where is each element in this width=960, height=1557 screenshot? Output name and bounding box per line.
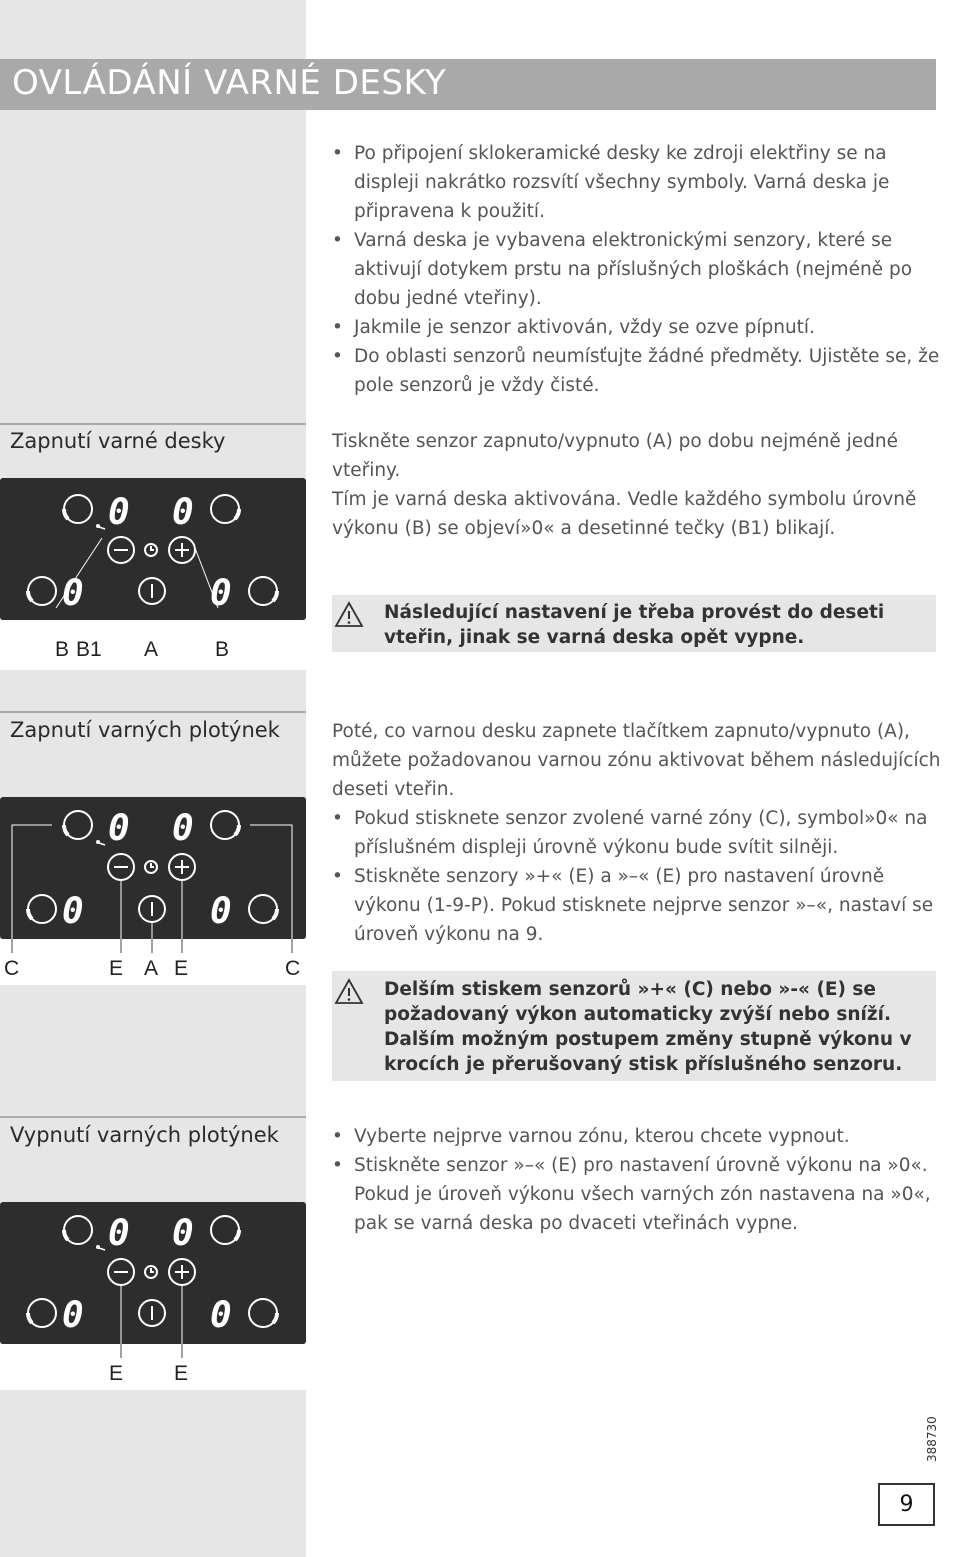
bullet: • Pokud stisknete senzor zvolené varné zóny (C), symbol»0« na příslušném displeji úrovně výkonu bude svítit silněji. [332,804,942,862]
paragraph: Tiskněte senzor zapnuto/vypnuto (A) po dobu nejméně jedné vteřiny. [332,431,899,481]
power-level-display: 0 [172,808,194,849]
label-e: E [109,1362,124,1385]
panel-labels [0,1344,306,1390]
intro-bullet: • Varná deska je vybavena elektronickými senzory, které se aktivují dotykem prstu na příslušných ploškách (nejméně po dobu jedné vteřiny). [332,226,942,313]
page-title: OVLÁDÁNÍ VARNÉ DESKY [12,63,447,103]
power-level-display: 0 [172,492,194,533]
control-panel-diagram [0,478,306,620]
warning-box [332,595,936,652]
warning-box [332,971,936,1081]
control-panel-diagram [0,1202,306,1344]
label-b1: B1 [76,638,102,661]
control-panel-graphic [0,478,306,620]
intro-bullet: • Jakmile je senzor aktivován, vždy se ozve pípnutí. [332,313,942,342]
power-level-display: 0 [108,492,130,533]
page-number: 9 [878,1483,935,1526]
power-level-display: 0 [108,808,130,849]
intro-bullet: • Do oblasti senzorů neumísťujte žádné předměty. Ujistěte se, že pole senzorů je vždy čisté. [332,342,942,400]
power-level-display: 0 [62,891,84,932]
label-b: B [55,638,70,661]
section-1-text [332,427,922,543]
section-title: Zapnutí varných plotýnek [10,718,280,742]
warning-icon [334,978,364,1005]
control-panel-diagram [0,797,306,939]
label-b: B [215,638,230,661]
power-level-display: 0 [108,1213,130,1254]
bullet: • Vyberte nejprve varnou zónu, kterou chcete vypnout. [332,1122,942,1151]
control-panel-graphic [0,1202,306,1344]
warning-text: Delším stiskem senzorů »+« (C) nebo »-« (E) se požadovaný výkon automaticky zvýší nebo sníží. Dalším možným postupem změny stupně výkonu v krocích je přerušovaný stisk příslušného senzoru. [384,979,912,1075]
warning-text: Následující nastavení je třeba provést do deseti vteřin, jinak se varná deska opět vypne. [384,602,885,648]
section-divider [0,423,306,425]
section-2-text [332,717,942,949]
panel-labels [0,620,306,670]
power-level-display: 0 [62,1295,84,1336]
label-a: A [144,638,159,661]
label-e: E [174,957,189,980]
title-bar [0,59,936,110]
paragraph: Poté, co varnou desku zapnete tlačítkem zapnuto/vypnuto (A), můžete požadovanou varnou zónu aktivovat během následujících deseti vteřin. [332,721,941,800]
power-level-display: 0 [210,891,232,932]
bullet: • Stiskněte senzory »+« (E) a »–« (E) pro nastavení úrovně výkonu (1-9-P). Pokud stisknete nejprve senzor »–«, nastaví se úroveň výkonu na 9. [332,862,942,949]
power-level-display: 0 [210,573,232,614]
label-c: C [285,957,301,980]
bullet: • Stiskněte senzor »–« (E) pro nastavení úrovně výkonu na »0«. Pokud je úroveň výkonu všech varných zón nastavena na »0«, pak se varná deska po dvaceti vteřinách vypne. [332,1151,942,1238]
control-panel-graphic [0,797,306,939]
document-number: 388730 [925,1416,939,1462]
intro-bullet: • Po připojení sklokeramické desky ke zdroji elektřiny se na displeji nakrátko rozsvítí všechny symboly. Varná deska je připravena k použití. [332,139,942,226]
section-title: Zapnutí varné desky [10,429,226,453]
label-e: E [109,957,124,980]
label-c: C [4,957,20,980]
power-level-display: 0 [172,1213,194,1254]
section-3-text [332,1122,942,1238]
leader-lines [0,939,306,955]
leader-lines [0,1344,306,1360]
paragraph: Tím je varná deska aktivována. Vedle každého symbolu úrovně výkonu (B) se objeví»0« a desetinné tečky (B1) blikají. [332,489,917,539]
panel-labels [0,939,306,985]
warning-icon [334,601,364,628]
intro-text [332,139,942,400]
section-divider [0,1116,306,1118]
label-e: E [174,1362,189,1385]
section-divider [0,711,306,713]
power-level-display: 0 [62,573,84,614]
label-a: A [144,957,159,980]
section-title: Vypnutí varných plotýnek [10,1123,279,1147]
power-level-display: 0 [210,1295,232,1336]
